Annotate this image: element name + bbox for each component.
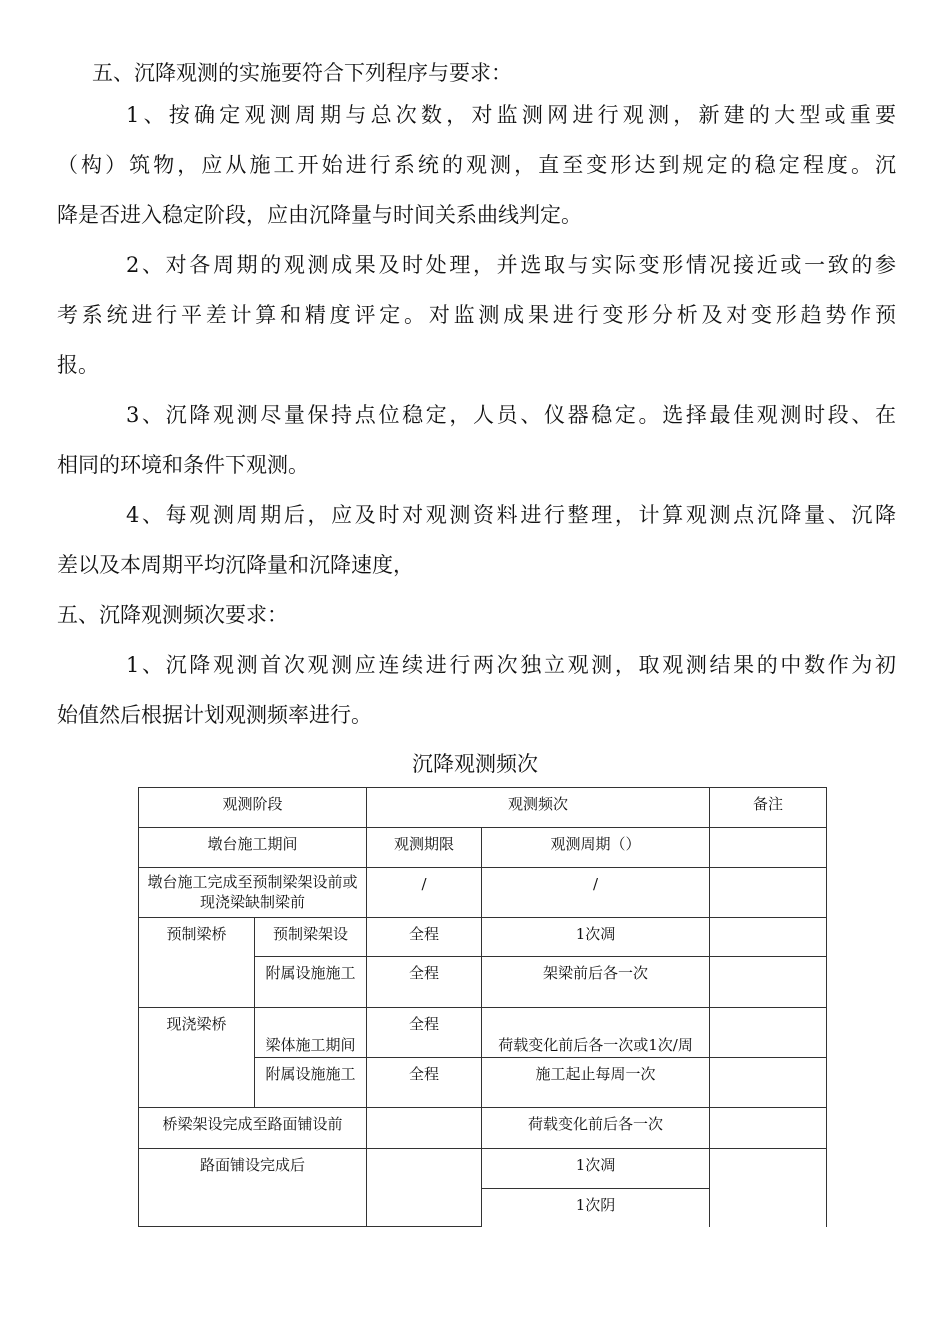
note-cell: [710, 1189, 827, 1227]
cycle-cell: 1次阴: [482, 1189, 710, 1227]
paragraph-5-line-2: 始值然后根据计划观测频率进行。: [57, 703, 372, 727]
paragraph-3-line-2: 相同的环境和条件下观测。: [57, 453, 309, 477]
cycle-cell: 荷载变化前后各一次: [482, 1108, 710, 1149]
paragraph-4-line-2: 差以及本周期平均沉降量和沉降速度，: [57, 553, 414, 577]
cycle-cell: 施工起止每周一次: [482, 1058, 710, 1108]
limit-cell: 全程: [367, 1058, 482, 1108]
cycle-cell: 1次凋: [482, 1149, 710, 1189]
section-heading-implementation: 五、沉降观测的实施要符合下列程序与要求：: [92, 61, 512, 85]
paragraph-1-line-3: 降是否进入稳定阶段，应由沉降量与时间关系曲线判定。: [57, 203, 582, 227]
cycle-cell: 架梁前后各一次: [482, 957, 710, 1008]
note-cell: [710, 868, 827, 918]
stage-cell: 桥梁架设完成至路面铺设前: [139, 1108, 367, 1149]
table-title: 沉降观测频次: [412, 752, 538, 776]
header-stage: 观测阶段: [139, 788, 367, 828]
cycle-cell: /: [482, 868, 710, 918]
paragraph-3-line-1: 3、沉降观测尽量保持点位稳定，人员、仪器稳定。选择最佳观测时段、在: [126, 403, 896, 427]
table-header-row: [139, 788, 827, 828]
stage-cell: 路面铺设完成后: [139, 1149, 367, 1227]
paragraph-2-line-3: 报。: [57, 353, 99, 377]
note-cell: [710, 957, 827, 1008]
paragraph-2-line-1: 2、对各周期的观测成果及时处理，并选取与实际变形情况接近或一致的参: [126, 253, 896, 277]
subheader-cycle: 观测周期（）: [482, 828, 710, 868]
table-subheader-row: [139, 828, 827, 868]
cycle-cell: 1次凋: [482, 918, 710, 957]
table-row: [139, 868, 827, 918]
substage-cell: 附属设施施工: [255, 957, 367, 1008]
note-cell: [710, 1058, 827, 1108]
limit-cell: 全程: [367, 1008, 482, 1058]
table-row: [139, 1008, 827, 1058]
settlement-frequency-table: [138, 787, 827, 1227]
note-cell: [710, 1008, 827, 1058]
limit-cell: 全程: [367, 957, 482, 1008]
section-heading-frequency: 五、沉降观测频次要求：: [57, 603, 288, 627]
limit-cell: 全程: [367, 918, 482, 957]
paragraph-1-line-1: 1、按确定观测周期与总次数，对监测网进行观测，新建的大型或重要: [126, 103, 896, 127]
table-row: [139, 918, 827, 957]
note-cell: [710, 918, 827, 957]
substage-cell: 梁体施工期间: [255, 1008, 367, 1058]
note-cell: [710, 828, 827, 868]
table-row: [139, 1149, 827, 1189]
note-cell: [710, 1149, 827, 1189]
subheader-limit: 观测期限: [367, 828, 482, 868]
paragraph-2-line-2: 考系统进行平差计算和精度评定。对监测成果进行变形分析及对变形趋势作预: [57, 303, 896, 327]
limit-cell: [367, 1108, 482, 1149]
substage-cell: 预制梁架设: [255, 918, 367, 957]
stage-cell: 墩台施工完成至预制梁架设前或现浇梁缺制梁前: [139, 868, 367, 918]
cycle-cell: 荷载变化前后各一次或1次/周: [482, 1008, 710, 1058]
substage-cell: 附属设施施工: [255, 1058, 367, 1108]
paragraph-5-line-1: 1、沉降观测首次观测应连续进行两次独立观测，取观测结果的中数作为初: [126, 653, 896, 677]
header-note: 备注: [710, 788, 827, 828]
table-row: [139, 1108, 827, 1149]
note-cell: [710, 1108, 827, 1149]
limit-cell: /: [367, 868, 482, 918]
group-cell-cast-in-place: 现浇梁桥: [139, 1008, 255, 1108]
paragraph-1-line-2: （构）筑物，应从施工开始进行系统的观测，直至变形达到规定的稳定程度。沉: [57, 153, 896, 177]
group-cell-precast: 预制梁桥: [139, 918, 255, 1008]
limit-cell: [367, 1149, 482, 1227]
paragraph-4-line-1: 4、每观测周期后，应及时对观测资料进行整理，计算观测点沉降量、沉降: [126, 503, 896, 527]
header-frequency: 观测频次: [367, 788, 710, 828]
subheader-period: 墩台施工期间: [139, 828, 367, 868]
